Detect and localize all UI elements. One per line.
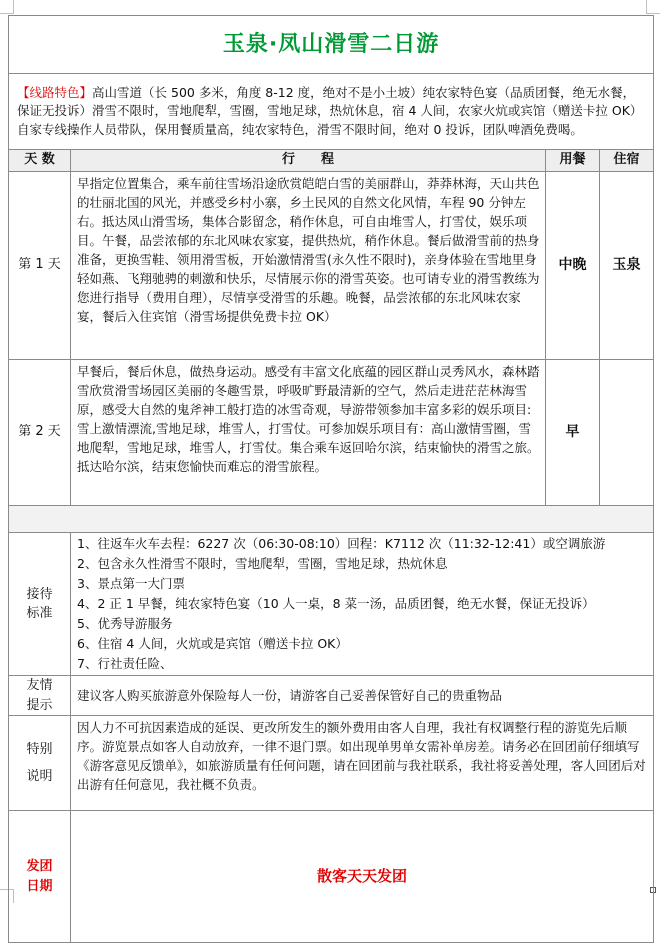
special-notes-row xyxy=(9,716,654,811)
day-stay: 玉泉 xyxy=(600,172,654,360)
day-description: 早指定位置集合，乘车前往雪场沿途欣赏皑皑白雪的美丽群山，莽莽林海，天山共色的壮丽北国的风光，并感受乡村小寨，乡土民风的自然文化风情，车程 90 分钟左右。抵达凤山滑雪场，集体合影留念，稍作休息，可自由堆雪人，打雪仗，娱乐项目。午餐，品尝浓郁的东北风味农家宴，提供热炕，稍作休息。餐后做滑雪前的热身准备，更换雪鞋、领用滑雪板，开始激情滑雪(永久性不限时)，亲身体验在雪地里身轻如燕、飞翔驰骋的刺激和快乐，尽情展示你的滑雪英姿。也可请专业的滑雪教练为您进行指导（费用自理），尽情享受滑雪的乐趣。晚餐，品尝浓郁的东北风味农家宴，餐后入住宾馆（滑雪场提供免费卡拉 OK） xyxy=(71,172,546,360)
list-item: 1、往返车火车去程：6227 次（06:30-08:10）回程：K7112 次（11:32-12:41）或空调旅游 xyxy=(77,536,606,551)
day-label: 第 1 天 xyxy=(9,172,71,360)
day-description: 早餐后，餐后休息，做热身运动。感受有丰富文化底蕴的园区群山灵秀风水，森林踏雪欣赏滑雪场园区美丽的冬趣雪景，呼吸旷野最清新的空气，然后走进茫茫林海雪原，感受大自然的鬼斧神工般打造的冰雪奇观，导游带领参加丰富多彩的娱乐项目:雪上激情漂流,雪地足球，堆雪人，打雪仗。可参加娱乐项目有：高山激情雪圈，雪地爬犁，雪地足球，堆雪人，打雪仗。集合乘车返回哈尔滨，结束愉快的滑雪之旅。抵达哈尔滨，结束您愉快而难忘的滑雪旅程。 xyxy=(71,360,546,506)
list-item: 4、2 正 1 早餐，纯农家特色宴（10 人一桌，8 菜一汤，品质团餐，绝无水餐，保证无投诉） xyxy=(77,596,595,611)
tips-text: 建议客人购买旅游意外保险每人一份，请游客自己妥善保管好自己的贵重物品 xyxy=(71,676,654,716)
day-meal: 中晚 xyxy=(546,172,600,360)
list-item: 7、行社责任险、 xyxy=(77,656,173,671)
route-features xyxy=(9,74,654,150)
route-features-label: 【线路特色】 xyxy=(17,85,93,101)
day-stay xyxy=(600,360,654,506)
reception-standard-row xyxy=(9,533,654,676)
day-label: 第 2 天 xyxy=(9,360,71,506)
header-stay: 住宿 xyxy=(600,150,654,172)
page-title: 玉泉·凤山滑雪二日游 xyxy=(222,31,440,57)
tips-label xyxy=(9,676,71,716)
tips-label-text: 友情提示 xyxy=(26,678,53,713)
day-row xyxy=(9,360,654,506)
itinerary-table xyxy=(8,15,654,943)
tips-row xyxy=(9,676,654,716)
departure-label-text: 发团日期 xyxy=(26,859,53,894)
reception-label-text: 接待标准 xyxy=(26,586,53,621)
reception-standard-label xyxy=(9,533,71,676)
header-meal: 用餐 xyxy=(546,150,600,172)
list-item: 5、优秀导游服务 xyxy=(77,616,173,631)
route-features-text: 高山雪道（长 500 多米，角度 8-12 度，绝对不是小土坡）纯农家特色宴（品质团餐，绝无水餐，保证无投诉）滑雪不限时，雪地爬犁，雪圈，雪地足球，热炕休息，宿 4 人间，农家火炕或宾馆（赠送卡拉 OK）自家专线操作人员带队，保用餐质量高，纯农家特色，滑雪不限时间，绝对 0 投诉，团队啤酒免费喝。 xyxy=(17,85,643,137)
reception-standard-list xyxy=(71,533,654,676)
special-notes-label-text: 特别说明 xyxy=(26,741,53,784)
page-corner-mark xyxy=(646,0,660,14)
table-header-row xyxy=(9,150,654,172)
departure-value: 散客天天发团 xyxy=(71,811,654,943)
header-day: 天 数 xyxy=(9,150,71,172)
day-row xyxy=(9,172,654,360)
list-item: 3、景点第一大门票 xyxy=(77,576,185,591)
day-meal: 早 xyxy=(546,360,600,506)
departure-label xyxy=(9,811,71,943)
list-item: 2、包含永久性滑雪不限时，雪地爬犁，雪圈，雪地足球，热炕休息 xyxy=(77,556,448,571)
special-notes-label xyxy=(9,716,71,811)
page-corner-mark xyxy=(0,0,14,14)
spacer-cell xyxy=(9,506,654,533)
list-item: 6、住宿 4 人间，火炕或是宾馆（赠送卡拉 OK） xyxy=(77,636,348,651)
special-notes-text: 因人力不可抗因素造成的延误、更改所发生的额外费用由客人自理，我社有权调整行程的游览先后顺序。游览景点如客人自动放弃，一律不退门票。如出现单男单女需补单房差。请务必在回团前仔细填写《游客意见反馈单》，如旅游质量有任何问题，请在回团前与我社联系，我社将妥善处理，客人回团后对出游有任何意见，我社概不负责。 xyxy=(71,716,654,811)
title-cell xyxy=(9,16,654,74)
departure-row xyxy=(9,811,654,943)
header-itinerary: 行 程 xyxy=(71,150,546,172)
spacer-row xyxy=(9,506,654,533)
